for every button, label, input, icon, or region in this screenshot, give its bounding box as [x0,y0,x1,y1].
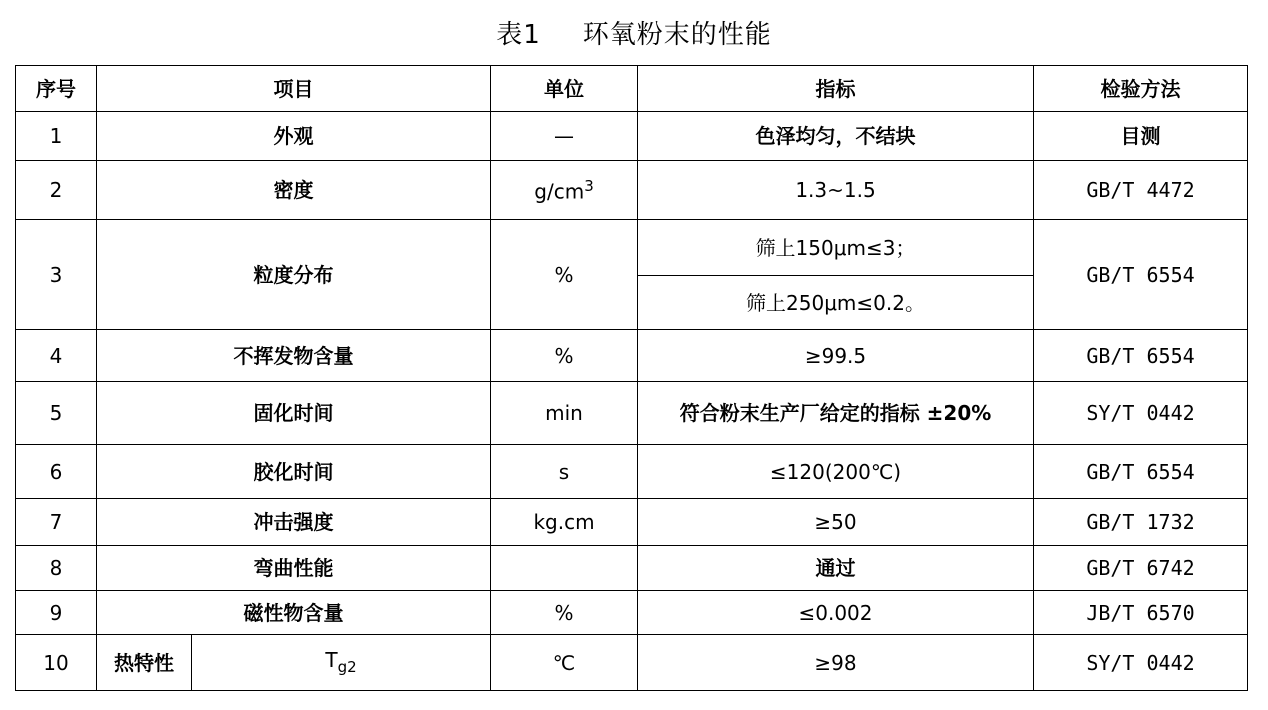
cell-item: 密度 [97,161,491,220]
table-row [16,591,1248,635]
cell-index: ≥50 [638,499,1034,546]
table-row [16,546,1248,591]
cell-index: 色泽均匀，不结块 [638,112,1034,161]
cell-method: JB/T 6570 [1034,591,1248,635]
cell-method: GB/T 4472 [1034,161,1248,220]
table-row [16,220,1248,276]
table-row [16,445,1248,499]
cell-item: 粒度分布 [97,220,491,330]
cell-unit: ℃ [491,635,638,691]
subitem-text: T [325,648,338,672]
cell-seq: 7 [16,499,97,546]
cell-seq: 8 [16,546,97,591]
table-row [16,499,1248,546]
cell-item: 外观 [97,112,491,161]
cell-index: ≥98 [638,635,1034,691]
cell-unit: kg.cm [491,499,638,546]
cell-unit [491,161,638,220]
cell-item: 冲击强度 [97,499,491,546]
table-number: 表1 [496,20,541,50]
cell-subitem [192,635,491,691]
table-row [16,112,1248,161]
cell-seq: 9 [16,591,97,635]
cell-method: GB/T 6554 [1034,330,1248,382]
cell-method: SY/T 0442 [1034,635,1248,691]
cell-seq: 2 [16,161,97,220]
cell-unit: % [491,220,638,330]
cell-unit: s [491,445,638,499]
cell-item: 不挥发物含量 [97,330,491,382]
cell-method: GB/T 6742 [1034,546,1248,591]
cell-unit [491,546,638,591]
cell-seq: 5 [16,382,97,445]
unit-superscript: 3 [584,176,594,195]
cell-index: 1.3~1.5 [638,161,1034,220]
cell-item: 磁性物含量 [97,591,491,635]
header-unit: 单位 [491,66,638,112]
cell-method: GB/T 1732 [1034,499,1248,546]
cell-seq: 4 [16,330,97,382]
header-method: 检验方法 [1034,66,1248,112]
cell-index-a: 筛上150μm≤3； [638,220,1034,276]
cell-unit: % [491,591,638,635]
cell-seq: 6 [16,445,97,499]
cell-index: 通过 [638,546,1034,591]
table-row [16,635,1248,691]
cell-item: 热特性 [97,635,192,691]
table-caption: 环氧粉末的性能 [582,20,772,50]
cell-method: GB/T 6554 [1034,220,1248,330]
cell-index: ≤0.002 [638,591,1034,635]
cell-index: ≤120(200℃) [638,445,1034,499]
cell-index-b: 筛上250μm≤0.2。 [638,276,1034,330]
subitem-subscript: g2 [337,658,357,676]
properties-table [15,65,1248,691]
cell-unit: % [491,330,638,382]
cell-item: 弯曲性能 [97,546,491,591]
cell-seq: 10 [16,635,97,691]
cell-item: 固化时间 [97,382,491,445]
table-title [0,14,1268,51]
header-seq: 序号 [16,66,97,112]
cell-method: 目测 [1034,112,1248,161]
cell-item: 胶化时间 [97,445,491,499]
cell-unit: — [491,112,638,161]
cell-seq: 1 [16,112,97,161]
cell-method: SY/T 0442 [1034,382,1248,445]
table-row [16,330,1248,382]
header-index: 指标 [638,66,1034,112]
cell-unit: min [491,382,638,445]
header-item: 项目 [97,66,491,112]
table-row [16,161,1248,220]
header-row [16,66,1248,112]
cell-method: GB/T 6554 [1034,445,1248,499]
unit-text: g/cm [534,179,585,204]
cell-seq: 3 [16,220,97,330]
cell-index: ≥99.5 [638,330,1034,382]
table-row [16,382,1248,445]
cell-index: 符合粉末生产厂给定的指标 ±20% [638,382,1034,445]
